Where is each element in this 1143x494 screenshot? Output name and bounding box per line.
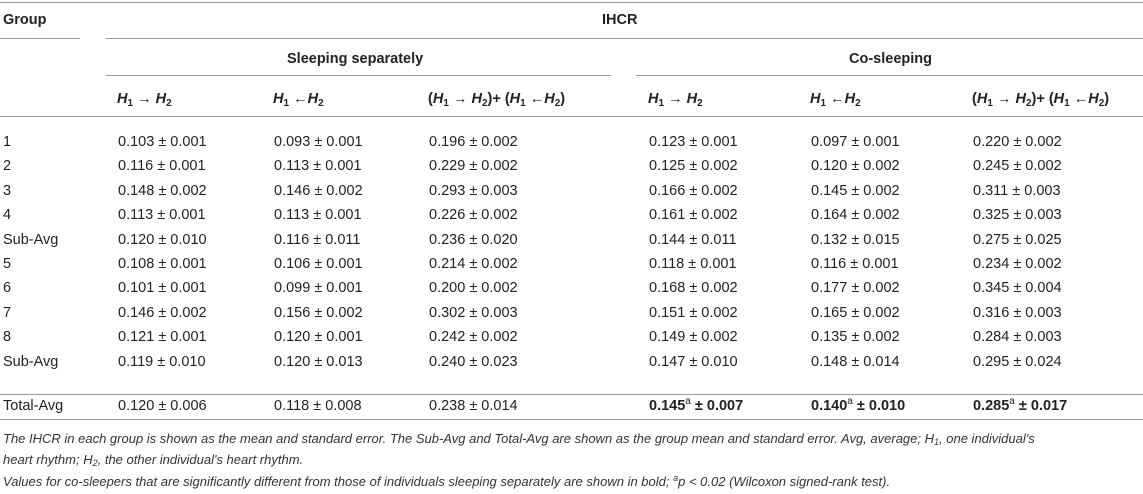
table-cell: 0.099 ± 0.001 xyxy=(274,280,363,297)
table-cell: 0.132 ± 0.015 xyxy=(811,231,900,248)
table-cell: 0.125 ± 0.002 xyxy=(649,158,738,175)
table-cell: 0.245 ± 0.002 xyxy=(973,158,1062,175)
table-cell: 0.226 ± 0.002 xyxy=(429,207,518,224)
table-cell: 0.242 ± 0.002 xyxy=(429,329,518,346)
table-cell: 0.113 ± 0.001 xyxy=(118,207,206,224)
row-group-label: 3 xyxy=(3,182,12,199)
row-group-label: 6 xyxy=(3,280,12,297)
sleeping-separately-header: Sleeping separately xyxy=(287,51,424,67)
col-co-forward: $H_1 \to H_2$ xyxy=(648,91,703,109)
row-group-label: Sub-Avg xyxy=(3,353,59,370)
table-cell: 0.214 ± 0.002 xyxy=(429,256,518,272)
ihcr-rule xyxy=(106,38,1143,39)
table-cell: 0.106 ± 0.001 xyxy=(274,256,363,272)
row-group-label: Sub-Avg xyxy=(3,231,59,248)
table-cell: 0.240 ± 0.023 xyxy=(429,353,518,370)
table-cell: 0.135 ± 0.002 xyxy=(811,329,900,346)
table-cell: 0.220 ± 0.002 xyxy=(973,134,1062,150)
column-header-rule xyxy=(0,116,1143,117)
col-sep-sum: $(H_1 \to H_2)+ (H_1$ $\leftarrow H_2$) xyxy=(428,91,566,109)
bottom-rule xyxy=(0,419,1143,420)
table-cell: 0.316 ± 0.003 xyxy=(973,304,1062,321)
table-cell: 0.120 ± 0.013 xyxy=(274,353,363,370)
total-co-forward: 0.145$^a$ ± 0.007 xyxy=(649,396,744,414)
table-cell: 0.118 ± 0.001 xyxy=(649,256,737,272)
col-sep-forward: $H_1 \to H_2$ xyxy=(117,91,172,109)
table-cell: 0.113 ± 0.001 xyxy=(274,207,362,224)
table-cell: 0.148 ± 0.014 xyxy=(811,353,900,370)
footnote-line-2: heart rhythm; $H_2$, the other individual's heart rhythm. xyxy=(3,452,304,468)
table-cell: 0.311 ± 0.003 xyxy=(973,182,1061,199)
table-cell: 0.165 ± 0.002 xyxy=(811,304,900,321)
table-cell: 0.147 ± 0.010 xyxy=(649,353,738,370)
table-cell: 0.196 ± 0.002 xyxy=(429,134,518,150)
total-row-label: Total-Avg xyxy=(3,398,64,414)
table-cell: 0.149 ± 0.002 xyxy=(649,329,738,346)
table-cell: 0.164 ± 0.002 xyxy=(811,207,900,224)
footnote-line-1: The IHCR in each group is shown as the mean and standard error. The Sub-Avg and Total-Avg are shown as the group mean and standard error. Avg, average; $H_1$, one individual's xyxy=(3,431,1035,447)
table-cell: 0.275 ± 0.025 xyxy=(973,231,1062,248)
footnote-line-3: Values for co-sleepers that are significantly different from those of individuals sleeping separately are shown in bold; $^a$p < 0.02 (Wilcoxon signed-rank test). xyxy=(3,473,891,489)
total-sep-forward: 0.120 ± 0.006 xyxy=(118,398,207,414)
table-cell: 0.236 ± 0.020 xyxy=(429,231,518,248)
top-rule xyxy=(0,2,1143,3)
table-cell: 0.093 ± 0.001 xyxy=(274,134,363,150)
co-sleeping-header: Co-sleeping xyxy=(849,51,932,67)
table-cell: 0.325 ± 0.003 xyxy=(973,207,1062,224)
table-cell: 0.156 ± 0.002 xyxy=(274,304,363,321)
table-cell: 0.148 ± 0.002 xyxy=(118,182,207,199)
table-cell: 0.120 ± 0.010 xyxy=(118,231,207,248)
table-cell: 0.200 ± 0.002 xyxy=(429,280,518,297)
table-cell: 0.121 ± 0.001 xyxy=(118,329,207,346)
row-group-label: 5 xyxy=(3,256,12,272)
row-group-label: 2 xyxy=(3,158,12,175)
co-sleeping-rule xyxy=(636,75,1143,76)
table-cell: 0.116 ± 0.001 xyxy=(811,256,899,272)
table-cell: 0.113 ± 0.001 xyxy=(274,158,362,175)
table-cell: 0.116 ± 0.001 xyxy=(118,158,206,175)
col-co-sum: $(H_1 \to H_2)+ (H_1$ $\leftarrow H_2$) xyxy=(972,91,1110,109)
group-header: Group xyxy=(3,12,47,28)
table-cell: 0.293 ± 0.003 xyxy=(429,182,518,199)
row-group-label: 7 xyxy=(3,304,12,321)
table-cell: 0.097 ± 0.001 xyxy=(811,134,900,150)
table-cell: 0.101 ± 0.001 xyxy=(118,280,207,297)
sleeping-separately-rule xyxy=(106,75,611,76)
table-cell: 0.144 ± 0.011 xyxy=(649,231,737,248)
row-group-label: 8 xyxy=(3,329,12,346)
table-cell: 0.116 ± 0.011 xyxy=(274,231,361,248)
table-cell: 0.345 ± 0.004 xyxy=(973,280,1062,297)
table-cell: 0.145 ± 0.002 xyxy=(811,182,900,199)
row-group-label: 1 xyxy=(3,134,12,150)
row-group-label: 4 xyxy=(3,207,12,224)
table-cell: 0.302 ± 0.003 xyxy=(429,304,518,321)
table-cell: 0.120 ± 0.001 xyxy=(274,329,363,346)
group-header-rule xyxy=(0,38,80,39)
table-cell: 0.123 ± 0.001 xyxy=(649,134,738,150)
total-co-backward: 0.140$^a$ ± 0.010 xyxy=(811,396,906,414)
table-cell: 0.168 ± 0.002 xyxy=(649,280,738,297)
table-cell: 0.166 ± 0.002 xyxy=(649,182,738,199)
table-cell: 0.108 ± 0.001 xyxy=(118,256,207,272)
table-cell: 0.234 ± 0.002 xyxy=(973,256,1062,272)
table-cell: 0.177 ± 0.002 xyxy=(811,280,900,297)
total-sep-sum: 0.238 ± 0.014 xyxy=(429,398,518,414)
col-sep-backward: $H_1$ $\leftarrow H_2$ xyxy=(273,91,324,109)
col-co-backward: $H_1$ $\leftarrow H_2$ xyxy=(810,91,861,109)
table-cell: 0.161 ± 0.002 xyxy=(649,207,738,224)
total-co-sum: 0.285$^a$ ± 0.017 xyxy=(973,396,1068,414)
total-sep-backward: 0.118 ± 0.008 xyxy=(274,398,362,414)
table-cell: 0.229 ± 0.002 xyxy=(429,158,518,175)
table-cell: 0.151 ± 0.002 xyxy=(649,304,738,321)
table-cell: 0.103 ± 0.001 xyxy=(118,134,207,150)
table-cell: 0.146 ± 0.002 xyxy=(274,182,363,199)
table-cell: 0.295 ± 0.024 xyxy=(973,353,1062,370)
table-cell: 0.120 ± 0.002 xyxy=(811,158,900,175)
table-cell: 0.146 ± 0.002 xyxy=(118,304,207,321)
table-cell: 0.284 ± 0.003 xyxy=(973,329,1062,346)
table-cell: 0.119 ± 0.010 xyxy=(118,353,206,370)
total-rule xyxy=(0,394,1143,395)
ihcr-header: IHCR xyxy=(602,12,638,28)
